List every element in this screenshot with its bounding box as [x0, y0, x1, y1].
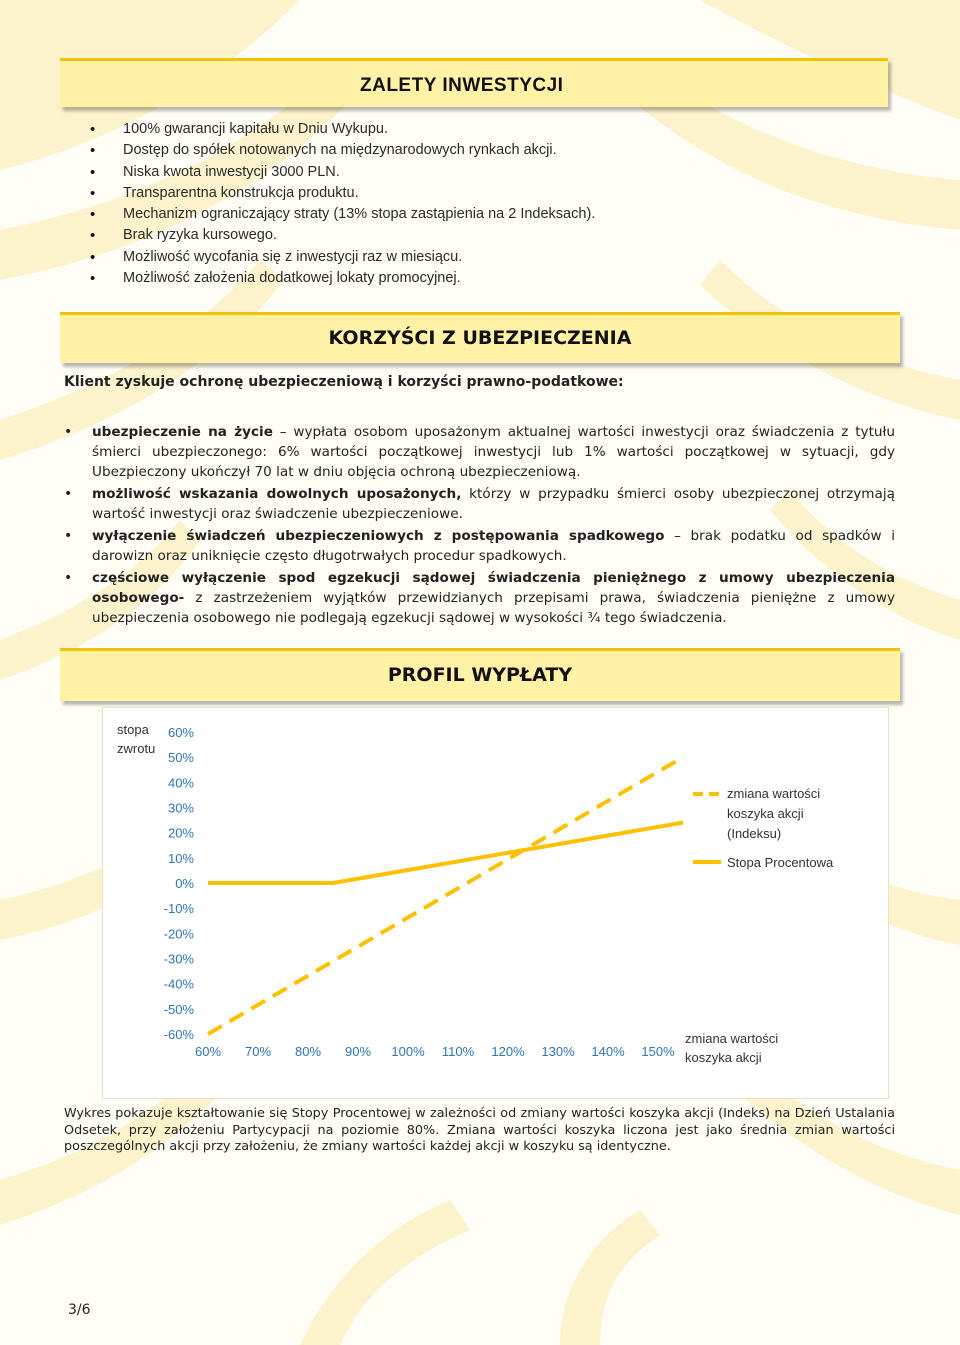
chart-svg — [103, 708, 888, 1098]
list-item: • 100% gwarancji kapitału w Dniu Wykupu. — [90, 119, 595, 140]
x-tick-label: 140% — [591, 1044, 625, 1059]
y-tick-label: 50% — [167, 750, 194, 766]
payout-profile-chart — [102, 707, 889, 1099]
profile-banner — [60, 648, 900, 701]
benefit-heading: wyłączenie świadczeń ubezpieczeniowych z postępowania spadkowego — [92, 528, 665, 544]
benefit-heading: częściowe wyłączenie spod egzekucji sądowej świadczenia pieniężnego z umowy ubezpieczenia osobowego- — [92, 570, 895, 606]
y-tick-label: -60% — [163, 1027, 194, 1042]
list-item: • Brak ryzyka kursowego. — [90, 225, 595, 246]
legend-label: Stopa Procentowa — [727, 855, 834, 870]
list-item: • Niska kwota inwestycji 3000 PLN. — [90, 162, 595, 183]
x-tick-label: 80% — [294, 1044, 322, 1059]
legend-label: koszyka akcji — [727, 806, 804, 821]
benefits-list — [64, 422, 895, 630]
page-number: 3/6 — [68, 1302, 91, 1318]
list-item — [64, 484, 895, 524]
legend-label: (Indeksu) — [727, 826, 782, 841]
advantages-banner — [60, 58, 888, 107]
list-item: • Możliwość założenia dodatkowej lokaty promocyjnej. — [90, 268, 595, 289]
y-tick-label: 40% — [167, 775, 194, 791]
benefit-text: którzy w przypadku śmierci osoby ubezpieczonej otrzymają wartość inwestycji oraz świadczenie ubezpieczeniowe. — [92, 486, 895, 522]
y-tick-label: -30% — [163, 951, 194, 967]
legend-label: zmiana wartości — [727, 786, 821, 801]
x-axis-label: koszyka akcji — [685, 1050, 762, 1065]
list-item: • Mechanizm ograniczający straty (13% stopa zastąpienia na 2 Indeksach). — [90, 204, 595, 225]
list-item: • Dostęp do spółek notowanych na międzynarodowych rynkach akcji. — [90, 140, 595, 161]
y-axis-label: zwrotu — [117, 741, 156, 756]
y-tick-label: 30% — [167, 800, 194, 816]
x-tick-label: 120% — [491, 1044, 525, 1059]
x-tick-label: 60% — [194, 1044, 222, 1059]
y-tick-label: 20% — [167, 825, 194, 841]
y-tick-label: -10% — [163, 901, 194, 917]
x-tick-label: 110% — [441, 1044, 475, 1059]
x-tick-label: 150% — [641, 1044, 675, 1059]
list-item — [64, 568, 895, 628]
series-line-index — [208, 757, 683, 1034]
benefits-banner — [60, 312, 900, 363]
list-item — [64, 422, 895, 482]
y-tick-label: 0% — [175, 876, 194, 891]
x-tick-label: 130% — [541, 1044, 575, 1059]
y-tick-label: 60% — [167, 725, 194, 740]
y-axis-label: stopa — [117, 722, 149, 737]
list-item — [64, 526, 895, 566]
x-tick-label: 90% — [344, 1044, 372, 1059]
y-tick-label: -20% — [163, 926, 194, 942]
profile-title: PROFIL WYPŁATY — [387, 664, 573, 686]
benefit-text: – brak podatku od spadków i darowizn oraz uniknięcie często długotrwałych procedur spadkowych. — [92, 528, 895, 564]
benefits-intro: Klient zyskuje ochronę ubezpieczeniową i korzyści prawno-podatkowe: — [64, 374, 624, 390]
y-tick-label: 10% — [167, 850, 194, 866]
series-line-interest-rate — [208, 823, 683, 883]
x-tick-label: 100% — [391, 1044, 425, 1059]
list-item: • Transparentna konstrukcja produktu. — [90, 183, 595, 204]
advantages-list — [90, 119, 595, 289]
list-item: • Możliwość wycofania się z inwestycji raz w miesiącu. — [90, 247, 595, 268]
y-tick-label: -50% — [163, 1001, 194, 1017]
chart-caption: Wykres pokazuje kształtowanie się Stopy Procentowej w zależności od zmiany wartości koszyka akcji (Indeks) na Dzień Ustalania Odsetek, przy założeniu Partycypacji na poziomie 80%. Zmiana wartości koszyka liczona jest jako średnia zmian wartości poszczególnych akcji przy założeniu, że zmiany wartości każdej akcji w koszyku są identyczne. — [64, 1106, 895, 1154]
x-tick-label: 70% — [244, 1044, 272, 1059]
advantages-title: ZALETY INWESTYCJI — [360, 75, 564, 96]
benefit-heading: możliwość wskazania dowolnych uposażonych, — [92, 486, 462, 502]
x-axis-label: zmiana wartości — [685, 1031, 779, 1046]
benefits-title: KORZYŚCI Z UBEZPIECZENIA — [328, 327, 632, 349]
benefit-text: – wypłata osobom uposażonym aktualnej wartości inwestycji oraz świadczenia z tytułu śmierci ubezpieczonego: 6% wartości początkowej inwestycji lub 1% wartości początkowej w sytuacji, gdy Ubezpieczony ukończył 70 lat w dniu objęcia ochroną ubezpieczeniową. — [92, 424, 895, 480]
benefit-heading: ubezpieczenie na życie — [92, 424, 273, 440]
y-tick-label: -40% — [163, 976, 194, 992]
benefit-text: z zastrzeżeniem wyjątków przewidzianych przepisami prawa, świadczenia pieniężne z umowy ubezpieczenia osobowego nie podlegają egzekucji sądowej w wysokości ¾ tego świadczenia. — [92, 590, 895, 626]
